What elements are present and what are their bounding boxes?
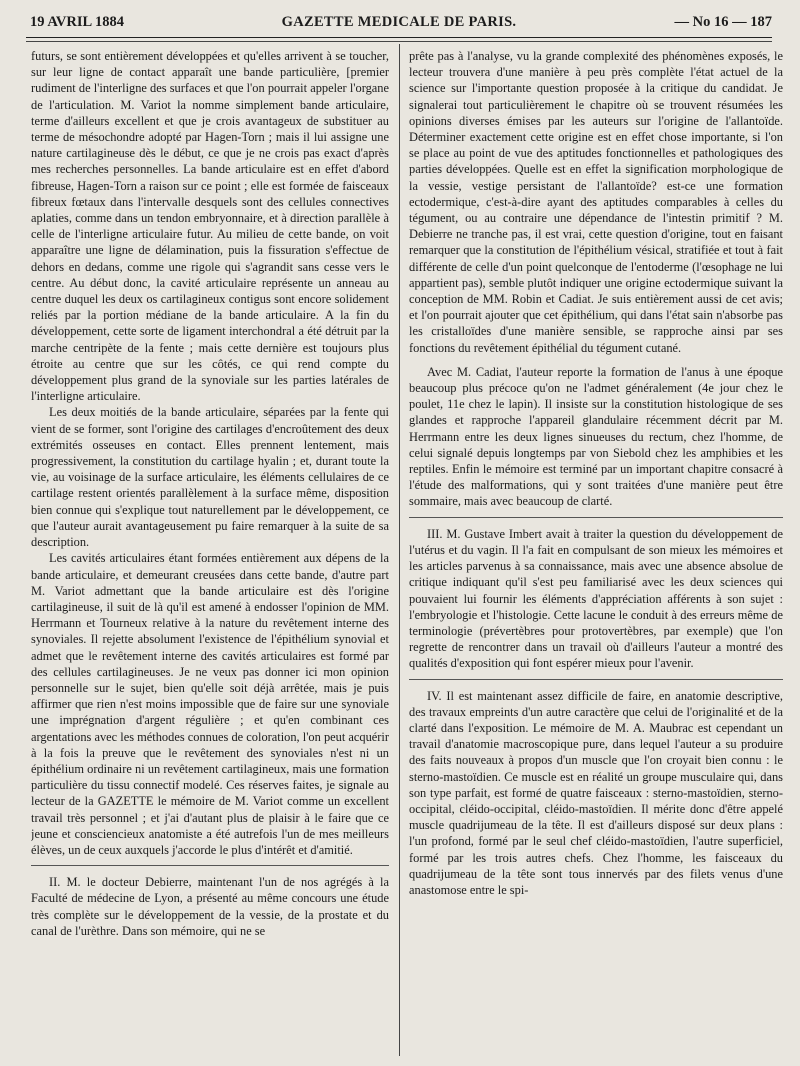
paragraph: prête pas à l'analyse, vu la grande complexité des phénomènes exposés, le lecteur trouvera d'une manière à peu près complète l'état actuel de la science sur l'importante question proposée à la critique du candidat. Je signalerai tout particulièrement le chapitre où se trouvent résumées les opinions diverses émises par les auteurs sur l'origine de l'allantoïde. Déterminer exactement cette origine est en effet chose importante, si l'on se place au point de vue des aptitudes fonctionnelles et pathologiques des parties développées. Quelle est en effet la signification morphologique de la vessie, vestige persistant de l'allantoïde? est-ce une formation ectodermique, c'est-à-dire ayant des aptitudes comparables à celles du tégument, ou au contraire une dépendance de l'intestin primitif ? M. Debierre ne tranche pas, il est vrai, cette question d'origine, tout en faisant remarquer que la constitution de l'épithélium vésical, stratifiée et tout à fait différente de celle d'un point quelconque de l'entoderme (l'œsophage ne lui appartient pas), semble plutôt indiquer une origine ectodermique suivant la conception de MM. Robin et Cadiat. Je suis entièrement aussi de cet avis; et l'on pourrait ajouter que cet épithélium, qui dans l'état sain n'absorbe pas les cristalloïdes d'une manière sensible, se rapproche ainsi par ses fonctions du revêtement épithélial du tégument cutané.: [409, 49, 783, 355]
header-journal-title: GAZETTE MEDICALE DE PARIS.: [281, 14, 517, 30]
paragraph-gap: [409, 356, 783, 364]
paragraph: III. M. Gustave Imbert avait à traiter la question du développement de l'utérus et du vagin. Il l'a fait en compulsant de son mieux les mémoires et les articles parvenus à sa connaissance, mais avec une absence absolue de critique indiquant qu'il s'est peu familiarisé avec les deux sciences qui pouvaient lui fournir les éléments d'appréciation afférents à son sujet : l'embryologie et l'histologie. Cette lacune le conduit à des erreurs même de terminologie (prévertèbres pour protovertèbres, par exemple) que l'on regrette de rencontrer dans un travail où d'ailleurs l'auteur a montré des qualités d'exposition qui font espérer mieux pour l'avenir.: [409, 526, 783, 671]
header-rule-thin: [26, 41, 772, 42]
header-date: 19 AVRIL 1884: [30, 14, 125, 30]
section-divider: [409, 679, 783, 680]
left-column: [31, 48, 389, 1056]
paragraph: Les cavités articulaires étant formées entièrement aux dépens de la bande articulaire, et demeurant creusées dans cette bande, d'autre part M. Variot admettant que la bande articulaire est dès l'origine cartilagineuse, il suit de là qu'il est amené à endosser l'opinion de MM. Herrmann et Tourneux relative à la nature du revêtement interne des synoviales. Il rejette absolument l'existence de l'épithélium synovial et admet que le revêtement interne des cavités articulaires est formé par des cellules cartilagineuses. Je ne veux pas donner ici mon opinion personnelle sur le sujet, bien qu'elle soit déjà arrêtée, mais je puis affirmer que rien n'est moins impossible que de faire sur une synoviale une imprégnation d'argent régulière ; et qu'en combinant ces argentations avec les méthodes connues de coloration, l'on peut acquérir à la fois la preuve que le revêtement des synoviales n'est ni un épithélium ordinaire ni un revêtement cartilagineux, mais une formation particulière du tissu connectif modelé. Ces réserves faites, je signale au lecteur de la GAZETTE le mémoire de M. Variot comme un excellent travail très personnel ; et j'ai d'autant plus de plaisir à le faire que ce jeune et consciencieux anatomiste a été autrefois l'un de mes meilleurs élèves, un de ceux auxquels j'accorde le plus d'intérêt et d'amitié.: [31, 551, 389, 857]
header-issue-page: — No 16 — 187: [674, 14, 772, 30]
paragraph: II. M. le docteur Debierre, maintenant l'un de nos agrégés à la Faculté de médecine de Lyon, a présenté au même concours une étude très complète sur le développement de la vessie, de la prostate et du canal de l'urèthre. Dans son mémoire, qui ne se: [31, 875, 389, 938]
section-divider: [409, 517, 783, 518]
page-header: [26, 14, 772, 36]
column-divider: [399, 44, 400, 1056]
header-rule: [26, 37, 772, 38]
paragraph: IV. Il est maintenant assez difficile de faire, en anatomie descriptive, des travaux empreints d'un autre caractère que celui de l'originalité et de la clarté dans l'exposition. Le mémoire de M. A. Maubrac est cependant un travail d'anatomie macroscopique pure, dans lequel l'auteur a su produire des faits nouveaux à propos d'un muscle que l'on croyait bien connu : le sterno-mastoïdien. Ce muscle est en réalité un groupe musculaire qui, dans son type parfait, est formé de quatre faisceaux : sterno-mastoïdien, sterno-occipital, cléido-occipital, cléido-mastoïdien. Il mérite donc d'être appelé muscle quadrijumeau de la tête. Il est d'ailleurs disposé sur deux plans : l'un profond, formé par le seul chef cléido-mastoïdien, l'autre superficiel, formé par les trois autres chefs. Chez l'homme, les faisceaux du quadrijumeau de la tête sont tous innervés par des filets venus d'une anastomose entre le spi-: [409, 688, 783, 897]
section-divider: [31, 865, 389, 866]
paragraph: futurs, se sont entièrement développées et qu'elles arrivent à se toucher, sur leur ligne de contact apparaît une bande particulière, [premier rudiment de l'interligne des surfaces et que l'on pourrait appeler l'organe de l'articulation. M. Variot la nomme simplement bande articulaire, terme d'ailleurs excellent et que je crois avantageux de substituer au terme de mésochondre adopté par Hagen-Torn ; mais il lui assigne une nature cartilagineuse dès le début, ce que je ne crois pas exact d'après mes recherches personnelles. La bande articulaire est en effet d'abord fibreuse, Hagen-Torn a raison sur ce point ; elle est formée de faisceaux fibreux fœtaux dans l'intervalle desquels sont des cellules connectives aplaties, comme dans un tendon embryonnaire, et à direction parallèle à celle de l'interligne articulaire futur. Au milieu de cette bande, on voit apparaître une ligne de délamination, puis la fissuration s'effectue de dehors en dedans, comme une rigole qui s'agrandit sans cesse vers le centre. Au début donc, la cavité articulaire représente un anneau au centre duquel les deux os cartilagineux contigus sont encore solidement reliés par la portion médiane de la bande articulaire. A la fin du développement, cette sorte de ligament interchondral a été détruit par la marche centripète de la fente ; mais cette dernière est toujours plus étroite au centre que sur les côtés, ce qui rend compte du développement plus grand de la synoviale sur les parties latérales de l'interligne articulaire.: [31, 49, 389, 404]
right-column: [409, 48, 783, 1056]
paragraph: Les deux moitiés de la bande articulaire, séparées par la fente qui vient de se former, sont l'origine des cartilages d'encroûtement des deux extrémités osseuses en contact. Elles prennent lentement, mais progressivement, la constitution du cartilage hyalin ; et, durant toute la vie, au voisinage de la surface articulaire, les éléments cellulaires de ce cartilage restent orientés parallèlement à la surface même, disposition bien connue qui s'explique tout naturellement par le développement, ce que l'auteur aurait avantageusement pu faire remarquer à la suite de sa description.: [31, 405, 389, 550]
paragraph: Avec M. Cadiat, l'auteur reporte la formation de l'anus à une époque beaucoup plus précoce qu'on ne l'admet généralement (4e jour chez le poulet, 11e chez le lapin). Il insiste sur la constitution histologique de ses glandes et rapproche l'appareil glandulaire récemment décrit par M. Herrmann entre les deux lignes sinueuses du rectum, chez l'homme, de celui signalé depuis longtemps par von Siebold chez les amphibies et les reptiles. Enfin le mémoire est terminé par un important chapitre consacré à l'étude des malformations, qui y sont traitées d'une manière peut être sommaire, mais avec beaucoup de clarté.: [409, 364, 783, 509]
